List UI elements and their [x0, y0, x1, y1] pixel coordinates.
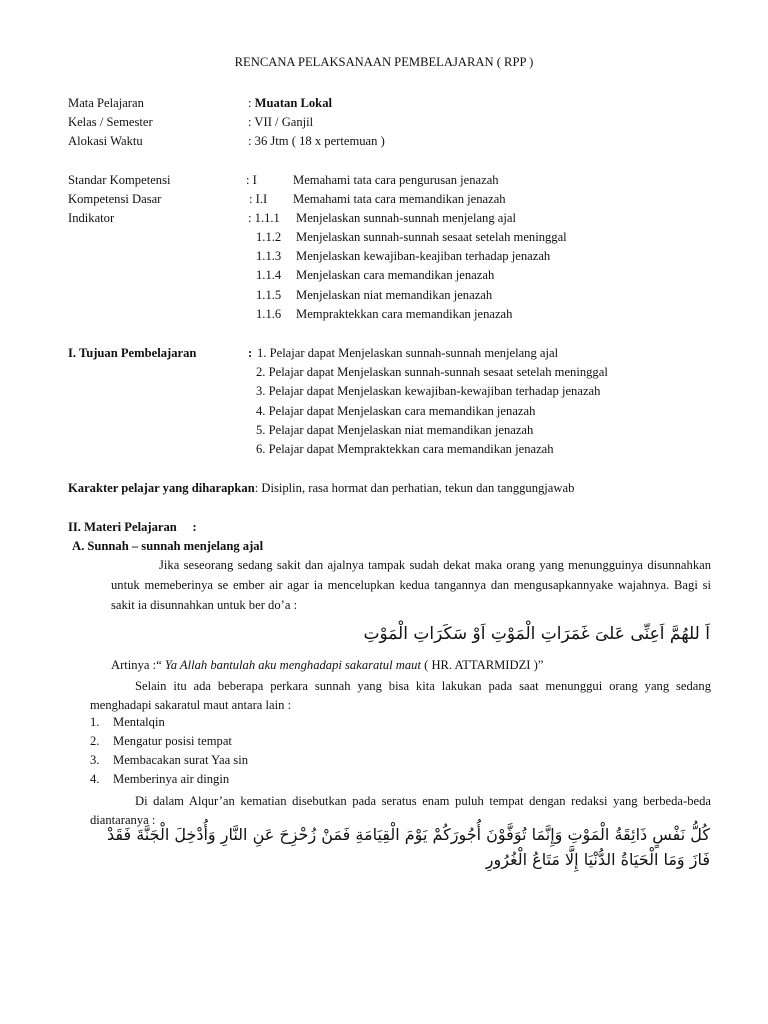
- list-item: Mengatur posisi tempat: [113, 734, 232, 748]
- tujuan-heading: I. Tujuan Pembelajaran: [68, 346, 197, 360]
- karakter-text: : Disiplin, rasa hormat dan perhatian, tekun dan tanggungjawab: [254, 481, 575, 495]
- doa-arabic: اَ للهُمَّ اَعِنِّى عَلىَ غَمَرَاتِ الْمَوْتِ اَوْ سَكَرَاتِ الْمَوْتِ: [363, 624, 710, 644]
- indikator-code: 1.1.5: [256, 288, 282, 302]
- indikator-label: Indikator: [68, 211, 115, 225]
- tujuan-colon: :: [248, 346, 253, 360]
- indikator-text: Menjelaskan sunnah-sunnah sesaat setelah meninggal: [296, 230, 567, 244]
- sk-label: Standar Kompetensi: [68, 173, 171, 187]
- list-item: Mentalqin: [113, 715, 165, 729]
- list-item: Membacakan surat Yaa sin: [113, 753, 249, 767]
- identity-value-time: : 36 Jtm ( 18 x pertemuan ): [248, 134, 385, 148]
- indikator-code: 1.1.3: [256, 249, 282, 263]
- materi-heading: II. Materi Pelajaran :: [68, 520, 197, 534]
- list-number: 1.: [90, 715, 100, 729]
- materi-paragraph-2: Selain itu ada beberapa perkara sunnah yang bisa kita lakukan pada saat menunggui orang yang sedang menghadapi sakaratul maut antara lain :: [90, 679, 711, 712]
- karakter-label: Karakter pelajar yang diharapkan: [68, 481, 255, 495]
- identity-value-subject: : Muatan Lokal: [248, 96, 332, 110]
- indikator-text: Menjelaskan cara memandikan jenazah: [296, 268, 495, 282]
- indikator-text: Mempraktekkan cara memandikan jenazah: [296, 307, 513, 321]
- identity-label-subject: Mata Pelajaran: [68, 96, 144, 110]
- identity-label-time: Alokasi Waktu: [68, 134, 143, 148]
- list-number: 3.: [90, 753, 100, 767]
- ayat-arabic-line-1: كُلُّ نَفْسٍ ذَائِقَةُ الْمَوْتِ وَإِنَّمَا تُوَفَّوْنَ أُجُورَكُمْ يَوْمَ الْقِيَامَةِ فَمَنْ زُحْزِحَ عَنِ النَّارِ وَأُدْخِلَ الْجَنَّةَ فَقَدْ: [106, 825, 710, 844]
- tujuan-item: 2. Pelajar dapat Menjelaskan sunnah-sunnah sesaat setelah meninggal: [256, 365, 608, 379]
- ayat-arabic-line-2: فَازَ وَمَا الْحَيَاةُ الدُّنْيَا إِلَّا مَتَاعُ الْغُرُورِ: [485, 850, 710, 869]
- list-item: Memberinya air dingin: [113, 772, 230, 786]
- identity-label-class: Kelas / Semester: [68, 115, 153, 129]
- artinya-line: Artinya :“ Ya Allah bantulah aku menghadapi sakaratul maut ( HR. ATTARMIDZI )”: [111, 658, 544, 672]
- indikator-code: 1.1.2: [256, 230, 282, 244]
- indikator-code: : 1.1.1: [248, 211, 280, 225]
- kd-text: Memahami tata cara memandikan jenazah: [293, 192, 506, 206]
- sk-code: : I: [246, 173, 257, 187]
- tujuan-item: 1. Pelajar dapat Menjelaskan sunnah-sunnah menjelang ajal: [257, 346, 559, 360]
- indikator-code: 1.1.6: [256, 307, 282, 321]
- materi-paragraph-3: Di dalam Alqur’an kematian disebutkan pada seratus enam puluh tempat dengan redaksi yang berbeda-beda diantaranya :: [90, 794, 711, 827]
- sk-text: Memahami tata cara pengurusan jenazah: [293, 173, 499, 187]
- indikator-text: Menjelaskan kewajiban-keajiban terhadap jenazah: [296, 249, 551, 263]
- list-number: 4.: [90, 772, 100, 786]
- karakter-line: [68, 481, 574, 496]
- tujuan-item: 3. Pelajar dapat Menjelaskan kewajiban-kewajiban terhadap jenazah: [256, 384, 601, 398]
- indikator-text: Menjelaskan sunnah-sunnah menjelang ajal: [296, 211, 516, 225]
- identity-value-class: : VII / Ganjil: [248, 115, 314, 129]
- materi-paragraph-1: Jika seseorang sedang sakit dan ajalnya tampak sudah dekat maka orang yang menungguinya disunnahkan untuk memeberinya se ember air agar ia mencelupkan kedua tangannya dan mengusapkannyake wajahnya. Bagi si sakit ia disunnahkan untuk ber do’a :: [111, 558, 711, 612]
- tujuan-item: 6. Pelajar dapat Mempraktekkan cara memandikan jenazah: [256, 442, 554, 456]
- tujuan-item: 4. Pelajar dapat Menjelaskan cara memandikan jenazah: [256, 404, 536, 418]
- tujuan-item: 5. Pelajar dapat Menjelaskan niat memandikan jenazah: [256, 423, 534, 437]
- document-title: RENCANA PELAKSANAAN PEMBELAJARAN ( RPP ): [234, 55, 534, 69]
- materi-subheading: A. Sunnah – sunnah menjelang ajal: [72, 539, 264, 553]
- indikator-code: 1.1.4: [256, 268, 282, 282]
- kd-label: Kompetensi Dasar: [68, 192, 162, 206]
- list-number: 2.: [90, 734, 100, 748]
- kd-code: : I.I: [249, 192, 268, 206]
- indikator-text: Menjelaskan niat memandikan jenazah: [296, 288, 493, 302]
